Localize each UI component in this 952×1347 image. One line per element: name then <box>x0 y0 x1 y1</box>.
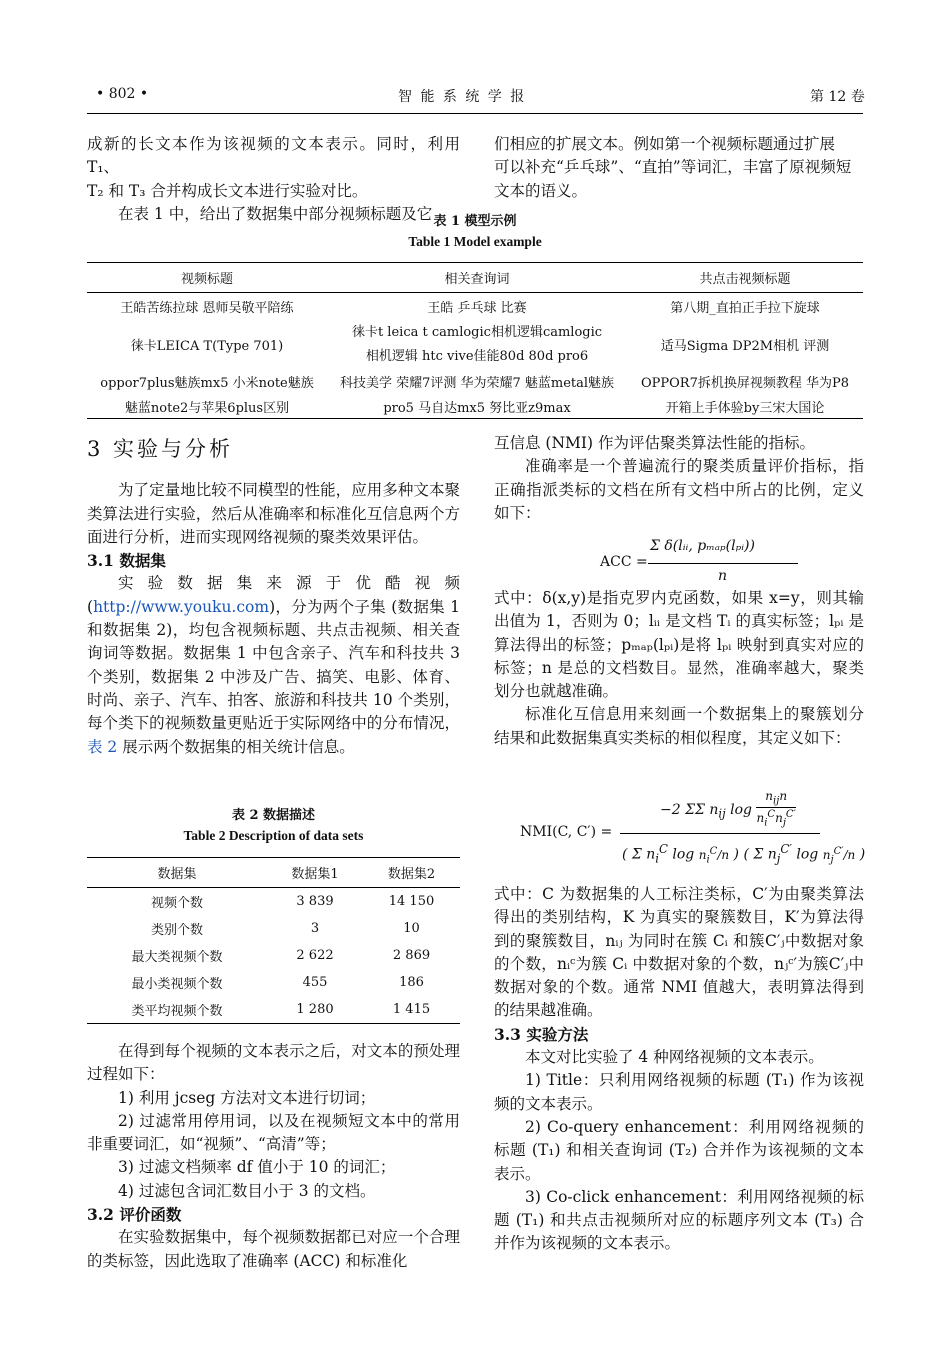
methods-intro: 本文对比实验了 4 种网络视频的文本表示。 <box>525 1048 824 1067</box>
table1-header: 共点击视频标题 <box>699 272 791 287</box>
method-item: 2) Co-query enhancement：利用网络视频的标题 (T₁) 和相关查询词 (T₂) 合并作为该视频的文本表示。 <box>494 1117 864 1183</box>
subsection-title: 3.3 实验方法 <box>494 1024 589 1044</box>
preprocess-step: 2) 过滤常用停用词，以及在视频短文本中的常用非重要词汇，如“视频”、“高清”等； <box>87 1111 460 1154</box>
fraction-bar <box>648 563 798 564</box>
table2: 数据集 数据集1 数据集2 视频个数 3 839 14 150 类别个数 3 10 最大类视频个数 2 622 2 869 最小类视频个数 455 186 类平均视频个数 1 280 1 415 <box>87 857 460 1024</box>
table1 <box>87 262 863 419</box>
table-row: 王皓苦练拉球 恩师吴敬平陪练 王皓 乒乓球 比赛 第八期_直拍正手拉下旋球 <box>120 301 820 317</box>
method-item: 3) Co-click enhancement：利用网络视频的标题 (T₁) 和共点击视频所对应的标题序列文本 (T₃) 合并作为该视频的文本表示。 <box>494 1187 864 1253</box>
page-number: • 802 • <box>96 86 149 102</box>
preprocess-intro: 在得到每个视频的文本表示之后，对文本的预处理过程如下： <box>87 1042 460 1084</box>
method-item: 1) Title：只利用网络视频的标题 (T₁) 作为该视频的文本表示。 <box>494 1071 864 1113</box>
right-column-lower <box>494 883 864 1256</box>
header-rule <box>87 113 863 114</box>
table2-link[interactable]: 表 2 <box>87 737 118 756</box>
nmi-definition: 标准化互信息用来刻画一个数据集上的聚簇划分结果和此数据集真实类标的相似程度，其定义如下： <box>494 705 864 747</box>
youku-link[interactable]: http://www.youku.com <box>93 597 270 616</box>
preprocess-step: 1) 利用 jcseg 方法对文本进行切词； <box>118 1088 376 1107</box>
subsection-title: 3.1 数据集 <box>87 551 166 571</box>
left-column-lower <box>87 1040 460 1273</box>
table-row: 徕卡LEICA T(Type 701) 徕卡t leica t camlogic相机逻辑camlogic相机逻辑 htc vive佳能80d 80d pro6 适马Sigma DP2M相机 评测 <box>130 324 830 364</box>
top-right-text: 们相应的扩展文本。例如第一个视频标题通过扩展 可以补充“乒乓球”、“直拍”等词汇，丰富了原视频短 文本的语义。 <box>494 135 852 200</box>
nmi-explain: 式中：C 为数据集的人工标注类标，C′为由聚类算法得出的类别结构，K 为真实的聚簇数目，K′为算法得到的聚簇数目，nᵢⱼ 为同时在簇 Cᵢ 和簇C′ⱼ中数据对象的个数，nᵢᶜ为簇 Cᵢ 中数据对象的个数，nⱼᶜ′为簇C′ⱼ中数据对象的个数。通常 NMI 值越大，表明算法得到的结果越准确。 <box>494 885 864 1020</box>
table1-header: 视频标题 <box>180 272 233 287</box>
table-row: 魅蓝note2与苹果6plus区别 pro5 马自达mx5 努比亚z9max 开箱上手体验by三宋大国论 <box>87 395 863 419</box>
nmi-intro: 互信息 (NMI) 作为评估聚类算法性能的指标。 <box>494 434 816 452</box>
eval-paragraph: 在实验数据集中，每个视频数据都已对应一个合理的类标签，因此选取了准确率 (ACC) 和标准化 <box>87 1228 460 1270</box>
journal-name: 智 能 系 统 学 报 <box>398 89 527 105</box>
dataset-paragraph: 实验数据集来源于优酷视频 (http://www.youku.com)，分为两个子集 (数据集 1 和数据集 2)，均包含视频标题、共点击视频、相关查询词等数据。数据集 1 中包含亲子、汽车和科技共 3 个类别，数据集 2 中涉及广告、搞笑、电影、体育、时尚、亲子、汽车、拍客、旅游和科技共 10 个类别，每个类下的视频数量更贴近于实际网络中的分布情况，表 2 展示两个数据集的相关统计信息。 <box>87 574 460 756</box>
table-row: 类平均视频个数 1 280 1 415 <box>87 996 460 1024</box>
table-row: 最大类视频个数 2 622 2 869 <box>131 947 431 965</box>
acc-intro: 准确率是一个普遍流行的聚类质量评价指标，指正确指派类标的文档在所有文档中所占的比例，定义如下： <box>494 457 864 522</box>
nmi-formula: NMI(C, C′) = −2 ΣΣ $n_{ij}$ $\log n_{ij}n$ $n_i^Cn_j^{C'}$ ( Σ $n_i^C$ $\log n_i^C/n$ ) ( Σ $n_j^{C'}$ $\log n_j^{C'}/n$ ) <box>520 789 866 866</box>
preprocess-step: 3) 过滤文档频率 df 值小于 10 的词汇； <box>118 1158 396 1177</box>
table1-header: 相关查询词 <box>444 272 510 287</box>
table-row: 视频个数 3 839 14 150 <box>150 893 435 911</box>
table-row: 最小类视频个数 455 186 <box>131 974 424 992</box>
acc-explain: 式中：δ(x,y)是指克罗内克函数，如果 x=y，则其输出值为 1，否则为 0；lᵢᵢ 是文档 Tᵢ 的真实标签；lₚᵢ 是算法得出的标签；pₘₐₚ(lₚᵢ)是将 lₚᵢ 映射到真实对应的标签；n 是总的文档数目。显然，准确率越大，聚类划分也就越准确。 <box>494 589 864 701</box>
section-title: 3 实验与分析 <box>87 437 234 461</box>
right-column-mid <box>494 587 864 750</box>
volume-label: 第 12 卷 <box>810 89 865 105</box>
right-column-upper <box>494 432 864 525</box>
left-column <box>87 438 460 759</box>
top-left-text: 成新的长文本作为该视频的文本表示。同时，利用 T₁、 T₂ 和 T₃ 合并构成长文本进行实验对比。 在表 1 中，给出了数据集中部分视频标题及它 <box>87 135 460 223</box>
nmi-numerator: −2 ΣΣ $n_{ij}$ $\log n_{ij}n$ $n_i^Cn_j^{C'}$ <box>660 789 796 829</box>
table-row: 类别个数 3 10 <box>150 920 420 938</box>
table2-caption: 表 2 数据描述 Table 2 Description of data sets <box>183 808 364 843</box>
nmi-denominator: ( Σ $n_i^C$ $\log n_i^C/n$ ) ( Σ $n_j^{C'}$ $\log n_j^{C'}/n$ ) <box>622 842 866 866</box>
fraction-bar <box>620 833 820 834</box>
subsection-title: 3.2 评价函数 <box>87 1205 182 1225</box>
preprocess-step: 4) 过滤包含词汇数目小于 3 的文档。 <box>118 1181 376 1200</box>
table1-caption: 表 1 模型示例 Table 1 Model example <box>408 214 542 249</box>
section-intro: 为了定量地比较不同模型的性能，应用多种文本聚类算法进行实验，然后从准确率和标准化互信息两个方面进行分析，进而实现网络视频的聚类效果评估。 <box>87 481 460 546</box>
acc-formula: ACC = Σ δ(lᵢᵢ, pₘₐₚ(lₚᵢ)) n <box>600 530 800 592</box>
table-row: oppor7plus魅族mx5 小米note魅族 科技美学 荣耀7评测 华为荣耀7 魅蓝metal魅族 OPPOR7拆机换屏视频教程 华为P8 <box>100 376 850 391</box>
